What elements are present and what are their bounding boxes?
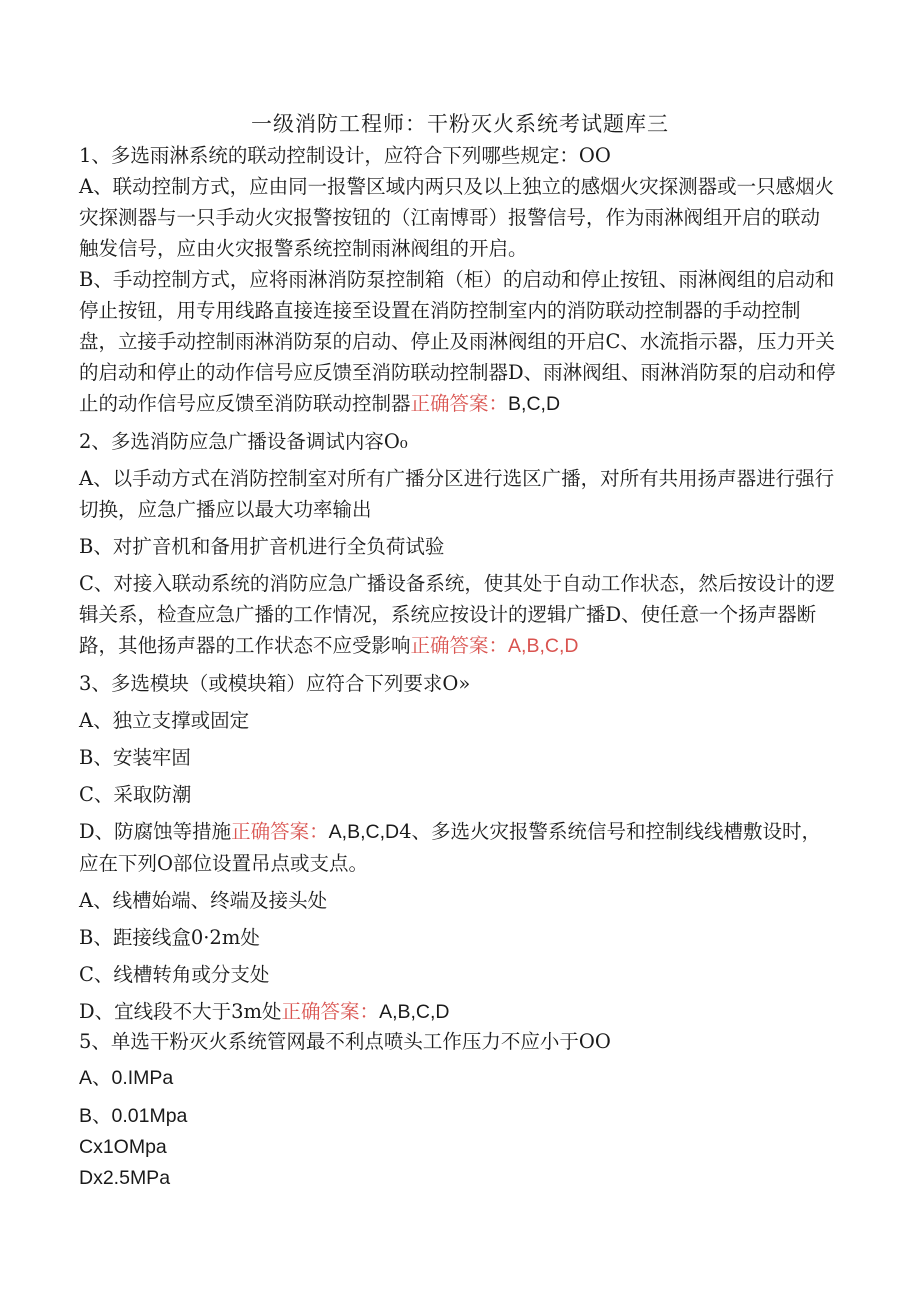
- question-5-option-c: Cx1OMpa: [79, 1136, 167, 1158]
- question-3-option-d: [79, 816, 839, 879]
- question-3-option-a: A、独立支撑或固定: [79, 709, 250, 732]
- question-3-option-d-text: D、防腐蚀等措施: [79, 820, 232, 843]
- question-2-stem: 2、多选消防应急广播设备调试内容O₀: [79, 430, 408, 453]
- question-3-answer-label: 正确答案：: [231, 820, 329, 843]
- question-1-option-b-text: B、手动控制方式，应将雨淋消防泵控制箱（柜）的启动和停止按钮、雨淋阀组的启动和停止按钮，用专用线路直接连接至设置在消防控制室内的消防联动控制器的手动控制盘，立接手动控制雨淋消防泵的启动、停止及雨淋阀组的开启C、水流指示器，压力开关的启动和停止的动作信号应反馈至消防联动控制器D、雨淋阀组、雨淋消防泵的启动和停止的动作信号应反馈至消防联动控制器: [79, 268, 836, 415]
- question-2-option-c-text: C、对接入联动系统的消防应急广播设备系统，使其处于自动工作状态，然后按设计的逻辑关系，检查应急广播的工作情况，系统应按设计的逻辑广播D、使任意一个扬声器断路，其他扬声器的工作状态不应受影响: [79, 572, 835, 657]
- question-2-option-c: [79, 568, 839, 662]
- question-list: [79, 140, 839, 1194]
- question-4-option-b: B、距接线盒0·2m处: [79, 926, 260, 949]
- question-2-answer-label: 正确答案：: [410, 634, 509, 657]
- question-4-option-c: C、线槽转角或分支处: [79, 963, 270, 986]
- question-3-option-b: B、安装牢固: [79, 746, 191, 769]
- question-1-option-b: [79, 264, 839, 420]
- question-1-stem: 1、多选雨淋系统的联动控制设计，应符合下列哪些规定：OO: [79, 144, 611, 167]
- question-4-stem: 4、多选火灾报警系统信号和控制线线槽敷设时，应在下列O部位设置吊点或支点。: [79, 820, 822, 875]
- question-1-answer: B,C,D: [508, 393, 561, 415]
- question-1-option-a: A、联动控制方式，应由同一报警区域内两只及以上独立的感烟火灾探测器或一只感烟火灾探测器与一只手动火灾报警按钮的（江南博哥）报警信号，作为雨淋阀组开启的联动触发信号，应由火灾报警系统控制雨淋阀组的开启。: [79, 175, 835, 260]
- question-4-answer: A,B,C,D: [379, 1001, 450, 1023]
- question-4-option-d: [79, 996, 839, 1028]
- question-5-option-a: A、0.IMPa: [79, 1067, 174, 1089]
- question-4-option-d-text: D、宜线段不大于3m处: [79, 1000, 282, 1023]
- question-5-option-d: Dx2.5MPa: [79, 1167, 171, 1189]
- question-5-stem: 5、单选干粉灭火系统管网最不利点喷头工作压力不应小于OO: [79, 1030, 611, 1053]
- question-2-option-a: A、以手动方式在消防控制室对所有广播分区进行选区广播，对所有共用扬声器进行强行切换，应急广播应以最大功率输出: [79, 467, 835, 521]
- question-5-option-b: B、0.01Mpa: [79, 1105, 188, 1127]
- question-4-answer-label: 正确答案：: [281, 1000, 380, 1023]
- question-4-option-a: A、线槽始端、终端及接头处: [79, 889, 328, 912]
- question-2-option-b: B、对扩音机和备用扩音机进行全负荷试验: [79, 535, 445, 558]
- question-1-answer-label: 正确答案：: [410, 392, 509, 415]
- question-3-option-c: C、采取防潮: [79, 783, 192, 806]
- question-3-stem: 3、多选模块（或模块箱）应符合下列要求O»: [79, 672, 471, 695]
- page-title: 一级消防工程师：干粉灭火系统考试题库三: [251, 112, 669, 136]
- question-3-answer: A,B,C,D: [328, 821, 400, 843]
- question-2-answer: A,B,C,D: [508, 635, 579, 657]
